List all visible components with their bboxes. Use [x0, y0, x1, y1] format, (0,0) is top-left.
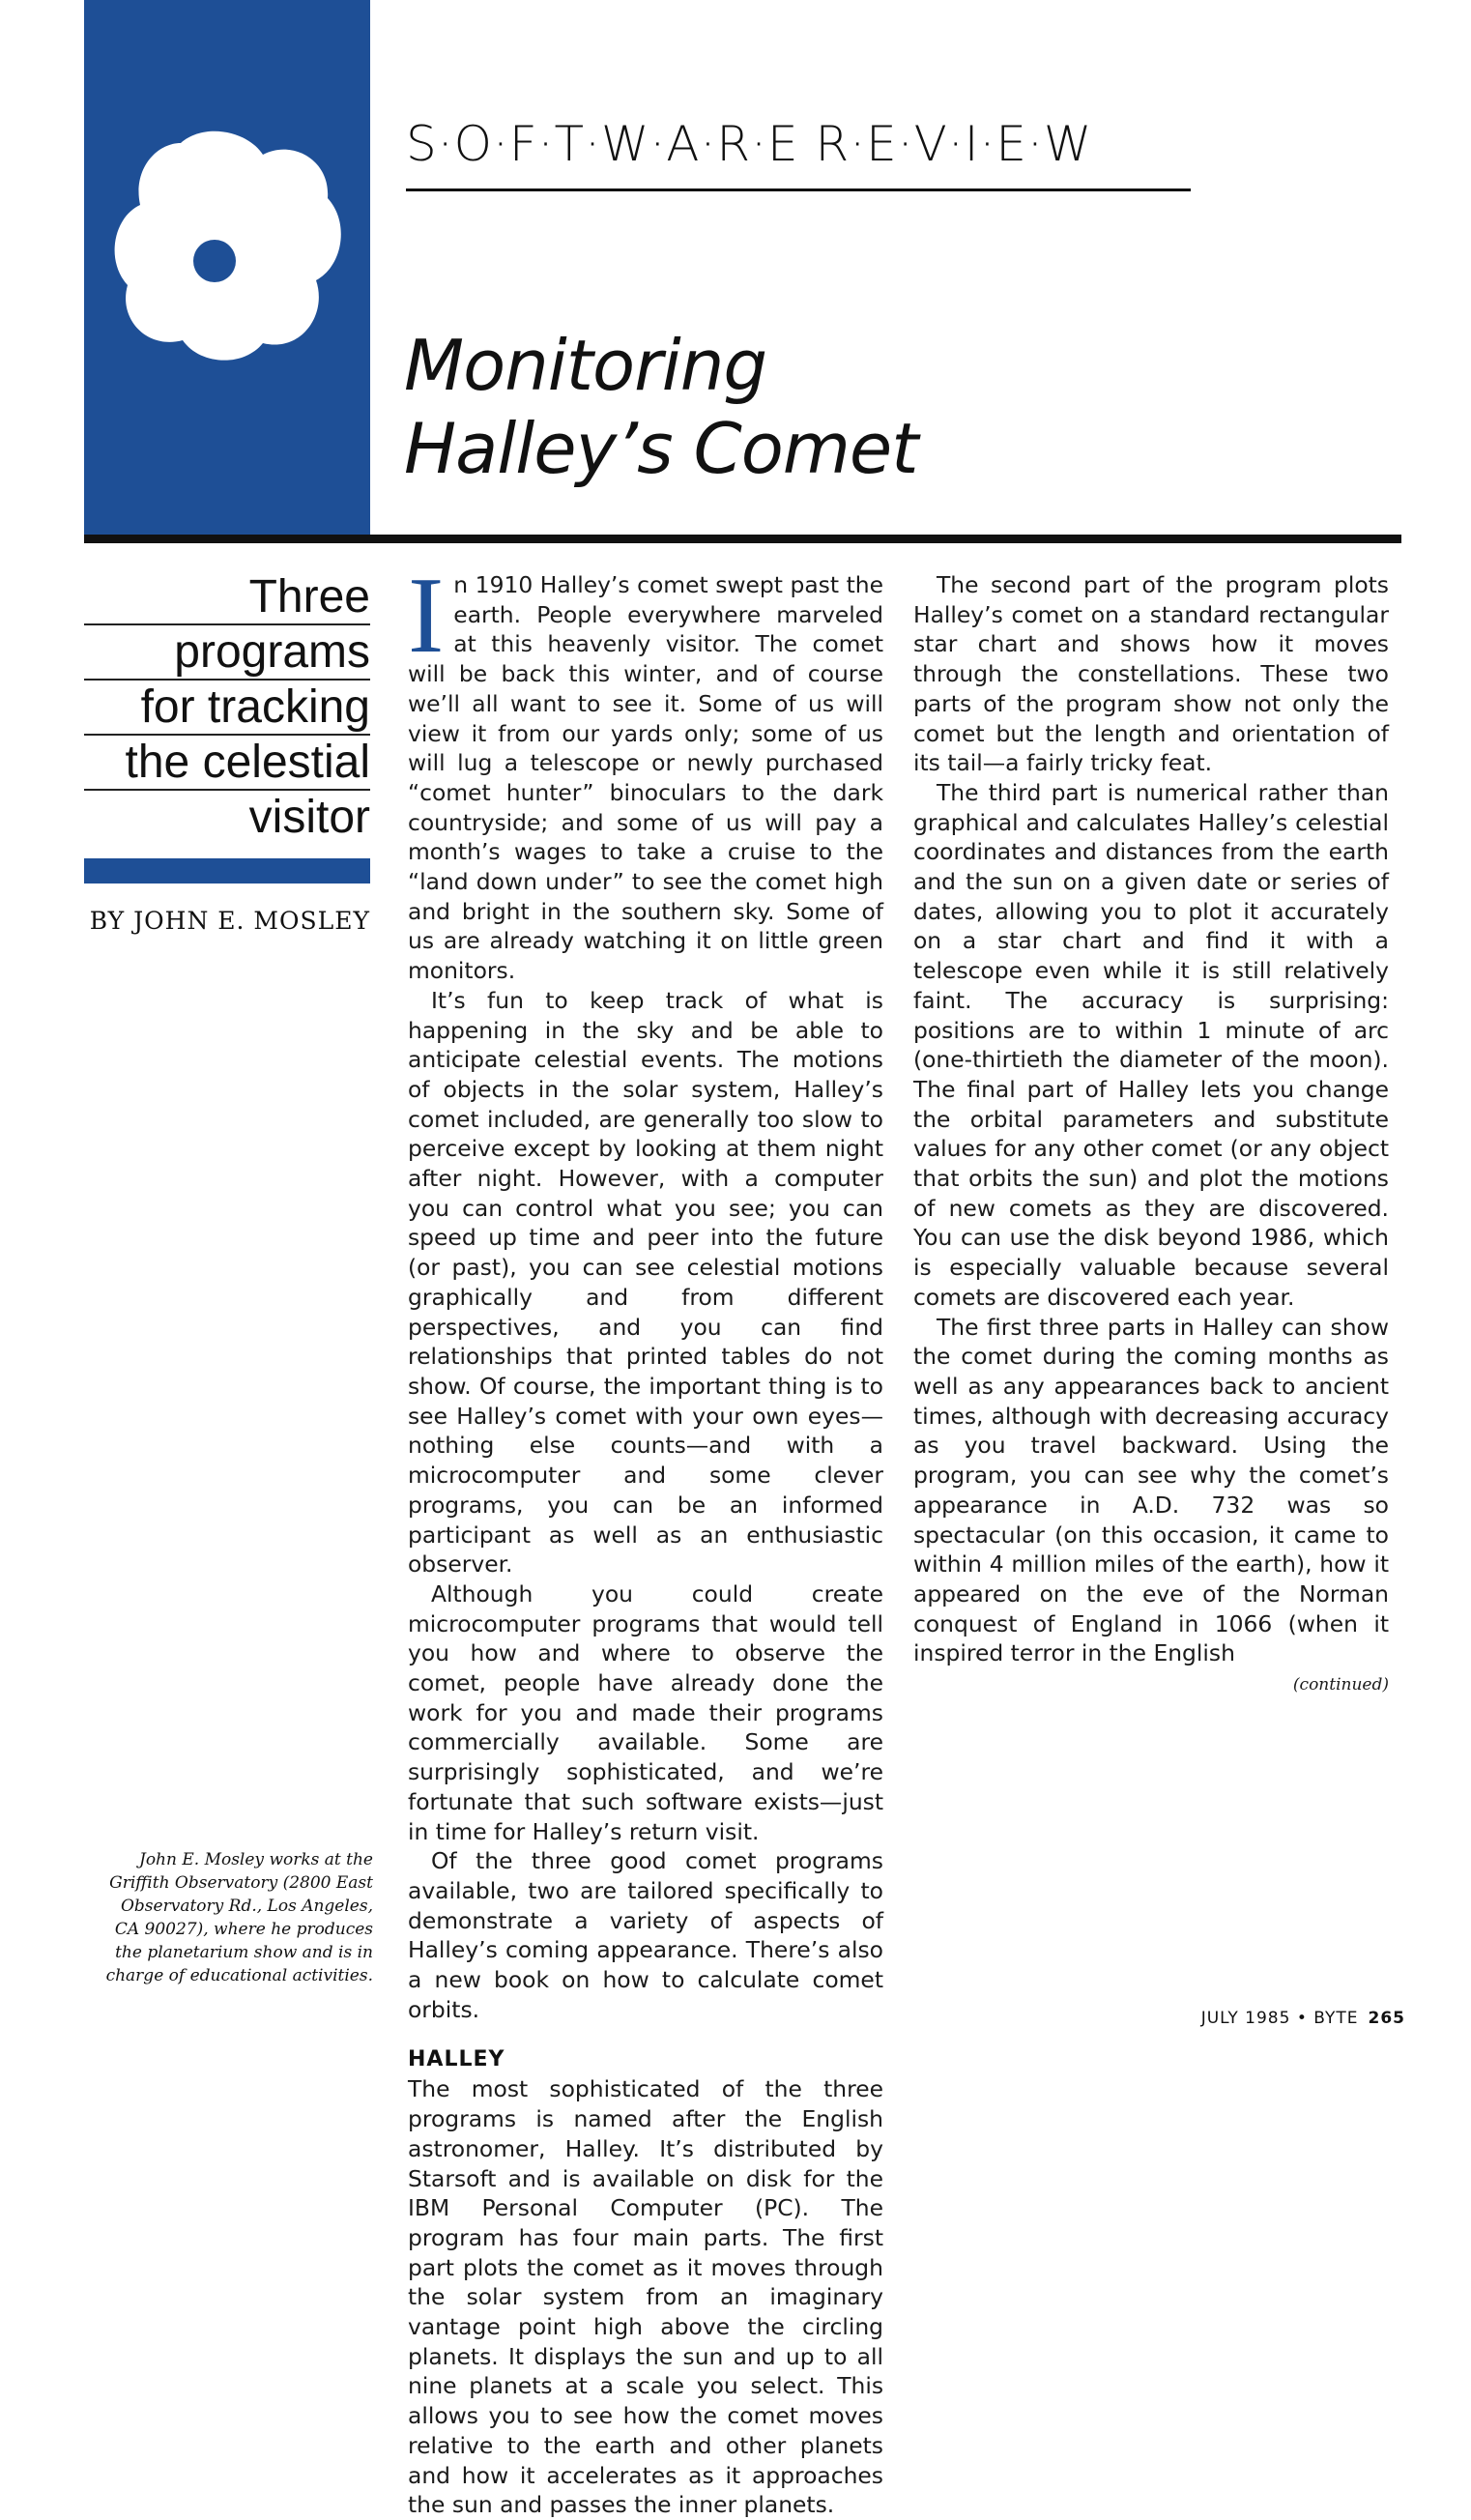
deck-line: Three: [84, 570, 370, 625]
issue-label: JULY 1985 • BYTE: [1200, 2009, 1359, 2028]
paragraph: The second part of the program plots Halley’s comet on a standard rectangular star chart and shows how it moves through the constellations. These two parts of the program show not only the comet but the length and orientation of its tail—a fairly tricky feat.: [913, 571, 1389, 777]
article-column-2: [913, 570, 1389, 1700]
paragraph-text: n 1910 Halley’s comet swept past the earth. People everywhere marveled at this heavenly visitor. The comet will be back this winter, and of course we’ll all want to see it. Some of us will view it from our yards only; some of us will lug a telescope or newly purchased “comet hunter” binoculars to the dark countryside; and some of us will pay a month’s wages to take a cruise to the “land down under” to see the comet high and bright in the southern sky. Some of us are already watching it on little green monitors.: [408, 571, 883, 985]
paragraph: Although you could create microcomputer programs that would tell you how and where to observe the comet, people have already done the work for you and made their programs commercially available. Some are surprisingly sophisticated, and we’re fortunate that such software exists—just in time for Halley’s return visit.: [408, 1579, 883, 1845]
comet-nucleus-icon: [193, 240, 236, 282]
paragraph: The first three parts in Halley can show the comet during the coming months as well as any appearances back to ancient times, although with decreasing accuracy as you travel backward. Using the program, you can see why the comet’s appearance in A.D. 732 was so spectacular (on this occasion, it came to within 4 million miles of the earth), how it appeared on the eve of the Norman conquest of England in 1066 (when it inspired terror in the English: [913, 1313, 1389, 1667]
byline: BY JOHN E. MOSLEY: [89, 907, 370, 935]
deck: [84, 570, 370, 844]
paragraph: Of the three good comet programs available, two are tailored specifically to demonstrate a variety of aspects of Halley’s coming appearance. There’s also a new book on how to calculate comet orbits.: [408, 1847, 883, 2023]
continued-note: (continued): [1292, 1675, 1389, 1695]
title-line-1: Monitoring: [404, 325, 767, 406]
title-line-2: Halley’s Comet: [404, 408, 918, 489]
paragraph: [408, 556, 883, 986]
article-title: [404, 324, 1139, 490]
section-kicker: S·O·F·T·W·A·R·E R·E·V·I·E·W: [406, 116, 1093, 172]
page-number: 265: [1368, 2009, 1405, 2028]
header-rule: [84, 535, 1401, 543]
deck-line: the celestial: [84, 736, 370, 791]
deck-line: visitor: [248, 792, 370, 843]
drop-cap: I: [408, 556, 445, 676]
section-heading: HALLEY: [408, 2047, 505, 2072]
paragraph: The most sophisticated of the three programs is named after the English astronomer, Halley. It’s distributed by Starsoft and is available on disk for the IBM Personal Computer (PC). The program has four main parts. The first part plots the comet as it moves through the solar system from an imaginary vantage point high above the circling planets. It displays the sun and up to all nine planets at a scale you select. This allows you to see how the comet moves relative to the earth and other planets and how it accelerates as it approaches the sun and passes the inner planets.: [408, 2075, 883, 2519]
header-blue-panel: [84, 0, 370, 535]
deck-line: programs: [84, 625, 370, 681]
author-bio: John E. Mosley works at the Griffith Observatory (2800 East Observatory Rd., Los Angeles, CA 90027), where he produces the planetarium show and is in charge of educational activities.: [105, 1850, 373, 1985]
paragraph: The third part is numerical rather than graphical and calculates Halley’s celestial coordinates and distances from the earth and the sun on a given date or series of dates, allowing you to plot it accurately on a star chart and find it with a telescope even while it is still relatively faint. The accuracy is surprising: positions are to within 1 minute of arc (one-thirtieth the diameter of the moon). The final part of Halley lets you change the orbital parameters and substitute values for any other comet (or any object that orbits the sun) and plot the motions of new comets as they are discovered. You can use the disk beyond 1986, which is especially valuable because several comets are discovered each year.: [913, 778, 1389, 1311]
article-column-1: [408, 556, 883, 2520]
deck-line: for tracking: [84, 681, 370, 736]
kicker-rule: [406, 188, 1191, 191]
paragraph: It’s fun to keep track of what is happening in the sky and be able to anticipate celestial events. The motions of objects in the solar system, Halley’s comet included, are generally too slow to perceive except by looking at them night after night. However, with a computer you can control what you see; you can speed up time and peer into the future (or past), you can see celestial motions graphically and from different perspectives, and you can find relationships that printed tables do not show. Of course, the important thing is to see Halley’s comet with your own eyes—nothing else counts—and with a microcomputer and some clever programs, you can be an informed participant as well as an enthusiastic observer.: [408, 986, 883, 1579]
page-footer: [1201, 2009, 1405, 2028]
deck-bar: [84, 858, 370, 883]
comet-blob-icon: [113, 126, 345, 367]
